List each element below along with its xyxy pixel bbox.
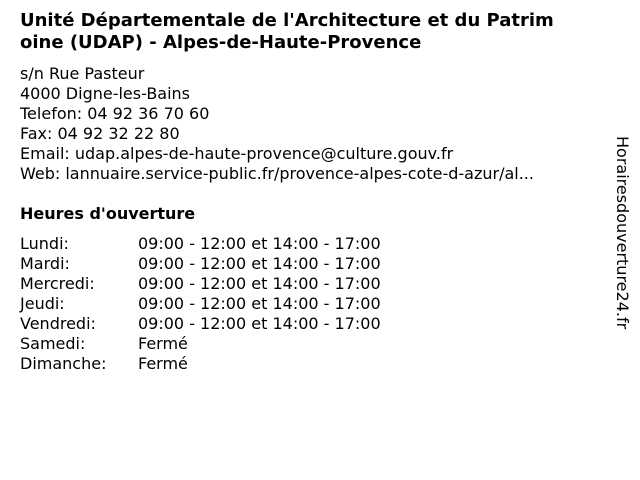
day-label: Lundi: — [20, 234, 69, 253]
time-value: 09:00 - 12:00 et 14:00 - 17:00 — [138, 254, 381, 273]
address-street: s/n Rue Pasteur — [20, 64, 145, 83]
address-city: 4000 Digne-les-Bains — [20, 84, 191, 103]
day-label: Vendredi: — [20, 314, 96, 333]
day-label: Dimanche: — [20, 354, 107, 373]
time-value: Fermé — [138, 354, 188, 373]
page-title-line-2: oine (UDAP) - Alpes-de-Haute-Provence — [20, 32, 422, 53]
fax-number: Fax: 04 92 32 22 80 — [20, 124, 180, 143]
time-value: 09:00 - 12:00 et 14:00 - 17:00 — [138, 294, 381, 313]
time-value: 09:00 - 12:00 et 14:00 - 17:00 — [138, 314, 381, 333]
day-label: Samedi: — [20, 334, 86, 353]
hours-row-tuesday — [20, 254, 381, 274]
day-label: Mercredi: — [20, 274, 95, 293]
opening-hours-heading: Heures d'ouverture — [20, 204, 196, 223]
hours-row-wednesday — [20, 274, 381, 294]
hours-row-monday — [20, 234, 381, 254]
contact-block — [20, 64, 595, 184]
hours-row-thursday — [20, 294, 381, 314]
time-value: Fermé — [138, 334, 188, 353]
hours-row-sunday — [20, 354, 381, 374]
site-watermark — [614, 136, 632, 370]
page-title — [20, 10, 590, 54]
phone-number: Telefon: 04 92 36 70 60 — [20, 104, 210, 123]
hours-row-saturday — [20, 334, 381, 354]
page-title-line-1: Unité Départementale de l'Architecture et du Patrim — [20, 10, 554, 31]
day-label: Mardi: — [20, 254, 70, 273]
day-label: Jeudi: — [20, 294, 65, 313]
email-address: Email: udap.alpes-de-haute-provence@culture.gouv.fr — [20, 144, 454, 163]
opening-hours-table — [20, 234, 381, 374]
site-watermark-text: Horairesdouverture24.fr — [613, 136, 632, 330]
hours-row-friday — [20, 314, 381, 334]
website-link: Web: lannuaire.service-public.fr/provence-alpes-cote-d-azur/al... — [20, 164, 534, 183]
time-value: 09:00 - 12:00 et 14:00 - 17:00 — [138, 274, 381, 293]
time-value: 09:00 - 12:00 et 14:00 - 17:00 — [138, 234, 381, 253]
